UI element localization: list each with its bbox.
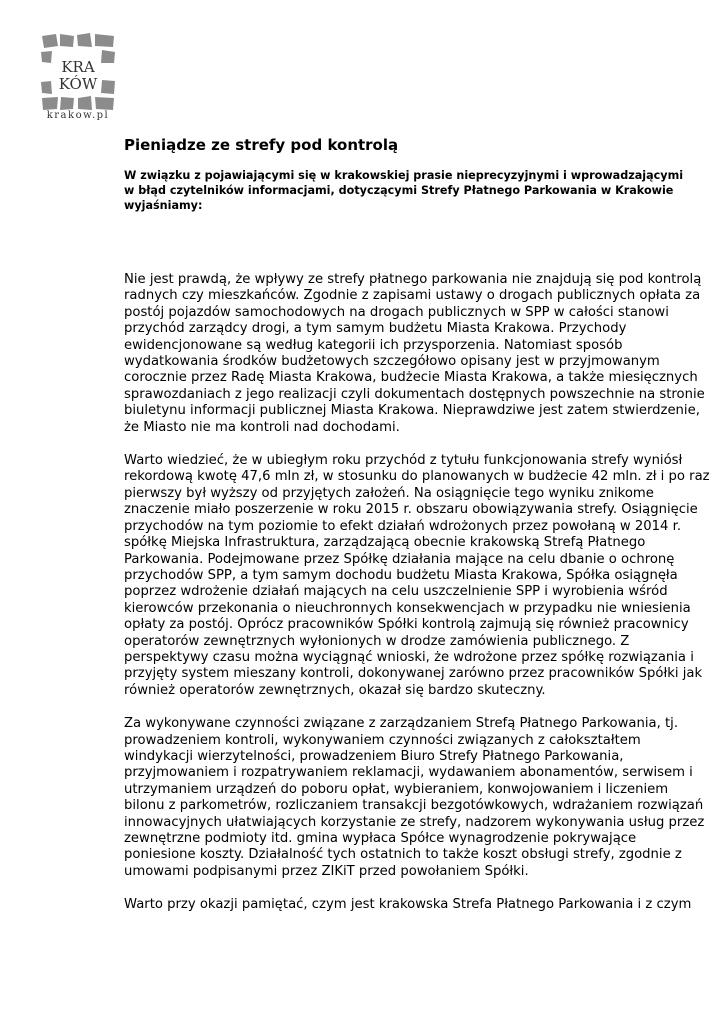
article-body (124, 272, 710, 914)
body-paragraph-3: Za wykonywane czynności związane z zarządzaniem Strefą Płatnego Parkowania, tj. prowadzeniem kontroli, wykonywaniem czynności związanych z całokształtem windykacji wierzytelności, prowadzeniem Biuro Strefy Płatnego Parkowania, przyjmowaniem i rozpatrywaniem reklamacji, wydawaniem abonamentów, serwisem i utrzymaniem urządzeń do poboru opłat, wybieraniem, konwojowaniem i liczeniem bilonu z parkometrów, rozliczaniem transakcji bezgotówkowych, wdrażaniem rozwiązań innowacyjnych ułatwiających korzystanie ze strefy, nadzorem wykonywania usług przez zewnętrzne podmioty itd. gmina wypłaca Spółce wynagrodzenie pokrywające poniesione koszty. Działalność tych ostatnich to także koszt obsługi strefy, zgodnie z umowami podpisanymi przez ZIKiT przed powołaniem Spółki. (124, 716, 705, 879)
body-paragraph-1: Nie jest prawdą, że wpływy ze strefy płatnego parkowania nie znajdują się pod kontrolą radnych czy mieszkańców. Zgodnie z zapisami ustawy o drogach publicznych opłata za postój pojazdów samochodowych na drogach publicznych w SPP w całości stanowi przychód zarządcy drogi, a tym samym budżetu Miasta Krakowa. Przychody ewidencjonowane są według kategorii ich przysporzenia. Natomiast sposób wydatkowania środków budżetowych szczegółowo opisany jest w przyjmowanym corocznie przez Radę Miasta Krakowa, budżecie Miasta Krakowa, a także miesięcznych sprawozdaniach z jego realizacji czyli dokumentach dostępnych powszechnie na stronie biuletynu informacji publicznej Miasta Krakowa. Nieprawdziwe jest zatem stwierdzenie, że Miasto nie ma kontroli nad dochodami. (124, 272, 705, 435)
body-paragraph-2: Warto wiedzieć, że w ubiegłym roku przychód z tytułu funkcjonowania strefy wyniósł rekordową kwotę 47,6 mln zł, w stosunku do planowanych w budżecie 42 mln. zł i po raz pierwszy był wyższy od przyjętych założeń. Na osiągnięcie tego wyniku znikome znaczenie miało poszerzenie w roku 2015 r. obszaru obowiązywania strefy. Osiągnięcie przychodów na tym poziomie to efekt działań wdrożonych przez powołaną w 2014 r. spółkę Miejska Infrastruktura, zarządzającą obecnie krakowską Strefą Płatnego Parkowania. Podejmowane przez Spółkę działania mające na celu dbanie o ochronę przychodów SPP, a tym samym dochodu budżetu Miasta Krakowa, Spółka osiągnęła poprzez wdrożenie działań mających na celu uszczelnienie SPP i wyrobienia wśród kierowców przekonania o nieuchronnych konsekwencjach w przypadku nie wniesienia opłaty za postój. Oprócz pracowników Spółki kontrolą zajmują się również pracownicy operatorów zewnętrznych wyłonionych w drodze zamówienia publicznego. Z perspektywy czasu można wyciągnąć wnioski, że wdrożone przez spółkę rozwiązania i przyjęty system mieszany kontroli, dokonywanej zarówno przez pracowników Spółki jak również operatorów zewnętrznych, okazał się bardzo skuteczny. (124, 453, 710, 698)
lead-paragraph: W związku z pojawiającymi się w krakowskiej prasie nieprecyzyjnymi i wprowadzającymi w błąd czytelników informacjami, dotyczącymi Strefy Płatnego Parkowania w Krakowie wyjaśniamy: (124, 169, 684, 212)
page-title: Pieniądze ze strefy pod kontrolą (124, 136, 399, 154)
logo-wordmark-line1: KRA (61, 58, 95, 76)
logo-wordmark-line2: KÓW (58, 75, 98, 93)
logo-caption: krakow.pl (46, 110, 110, 121)
body-paragraph-4: Warto przy okazji pamiętać, czym jest krakowska Strefa Płatnego Parkowania i z czym (124, 897, 692, 913)
